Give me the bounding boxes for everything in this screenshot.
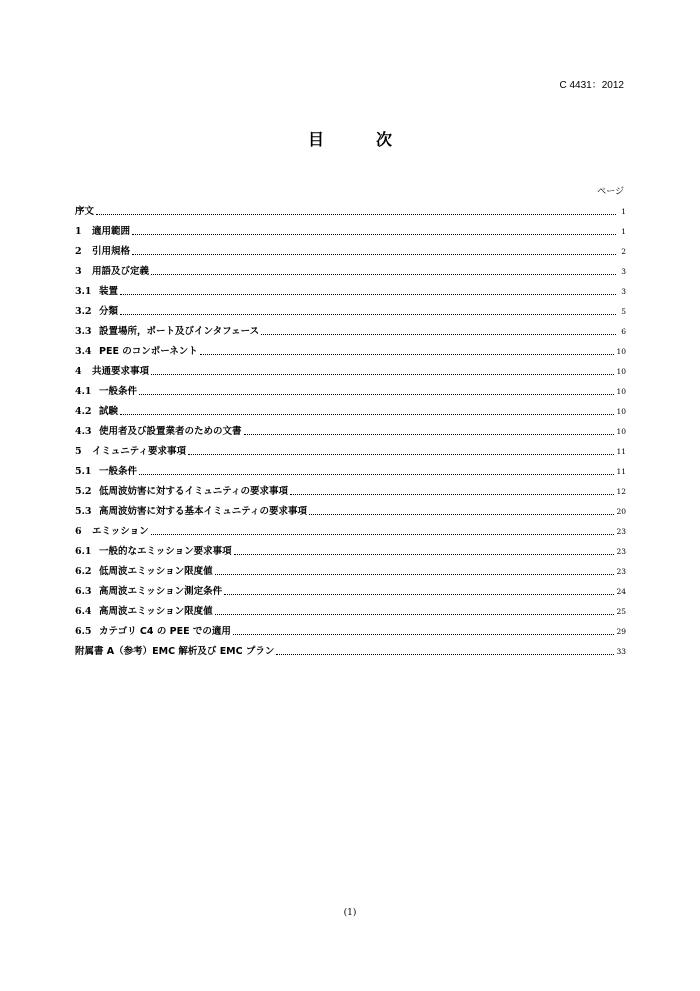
toc-dot-leader [290,493,614,495]
toc-entry[interactable] [75,618,626,638]
toc-dot-leader [132,253,616,255]
toc-entry-label [75,506,307,518]
toc-entry-number: 2 [75,246,82,257]
toc-entry-label [75,346,198,358]
toc-entry-title: 附属書 A（参考）EMC 解析及び EMC プラン [75,646,275,657]
toc-entry-number: 5.1 [75,466,92,477]
toc-entry[interactable] [75,578,626,598]
toc-entry-page: 1 [621,207,626,216]
toc-dot-leader [244,433,615,435]
toc-entry[interactable] [75,558,626,578]
toc-entry-label [75,626,231,638]
toc-entry-label [75,406,118,418]
toc-entry[interactable] [75,298,626,318]
toc-entry-label [75,586,222,598]
footer-page-number: (1) [343,908,357,918]
toc-entry-title: 共通要求事項 [92,366,150,377]
toc-entry-label [75,266,149,278]
toc-entry[interactable] [75,458,626,478]
toc-entry[interactable] [75,358,626,378]
toc-entry[interactable] [75,278,626,298]
toc-entry-label [75,526,149,538]
toc-dot-leader [120,413,614,415]
toc-entry-label [75,566,213,578]
toc-entry-page: 2 [621,247,626,256]
toc-entry-page: 1 [621,227,626,236]
toc-dot-leader [139,473,614,475]
toc-entry-label [75,326,259,338]
toc-entry-number: 3 [75,266,82,277]
toc-entry-title: 一般条件 [99,466,138,477]
toc-entry-page: 10 [616,387,626,396]
toc-entry[interactable] [75,438,626,458]
toc-entry-title: 高周波妨害に対する基本イミュニティの要求事項 [99,506,308,517]
toc-entry-label [75,606,213,618]
toc-entry-title: 一般的なエミッション要求事項 [99,546,232,557]
toc-entry-page: 3 [621,267,626,276]
toc-entry-page: 10 [616,347,626,356]
toc-dot-leader [215,613,615,615]
toc-entry-page: 23 [616,567,626,576]
toc-entry-title: 分類 [99,306,119,317]
toc-entry-number: 6.3 [75,586,92,597]
toc-dot-leader [261,333,616,335]
document-number: C 4431：2012 [559,80,624,91]
toc-entry-title: 試験 [99,406,119,417]
toc-entry[interactable] [75,198,626,218]
toc-entry-label [75,386,137,398]
toc-entry[interactable] [75,478,626,498]
toc-entry-label [75,206,94,218]
toc-dot-leader [276,653,614,655]
toc-entry[interactable] [75,378,626,398]
toc-entry-page: 10 [616,427,626,436]
toc-entry-number: 5.3 [75,506,92,517]
toc-entry-title: エミッション [92,526,149,537]
toc-entry[interactable] [75,258,626,278]
toc-dot-leader [233,633,615,635]
toc-entry-title: 適用範囲 [92,226,131,237]
toc-entry[interactable] [75,398,626,418]
toc-dot-leader [120,293,616,295]
toc-entry-label [75,546,232,558]
toc-entry-number: 5 [75,446,82,457]
toc-dot-leader [151,273,616,275]
toc-entry-label [75,286,118,298]
toc-entry-number: 4.3 [75,426,92,437]
toc-entry-page: 6 [621,327,626,336]
toc-dot-leader [224,593,614,595]
toc-entry-title: 序文 [75,206,95,217]
toc-entry-page: 10 [616,407,626,416]
toc-entry-number: 6.5 [75,626,92,637]
toc-entry-label [75,226,130,238]
toc-entry[interactable] [75,418,626,438]
toc-entry[interactable] [75,598,626,618]
toc-entry-label [75,366,149,378]
toc-dot-leader [139,393,614,395]
table-of-contents [75,198,626,658]
toc-entry-label [75,446,186,458]
toc-entry-number: 1 [75,226,82,237]
toc-entry-number: 3.3 [75,326,92,337]
page-title: 目 次 [307,130,410,149]
toc-entry-page: 25 [616,607,626,616]
toc-entry-title: 低周波妨害に対するイミュニティの要求事項 [99,486,289,497]
toc-entry-title: カテゴリ C4 の PEE での適用 [99,626,231,637]
toc-entry-label [75,426,242,438]
toc-entry[interactable] [75,318,626,338]
toc-entry-number: 6.4 [75,606,92,617]
toc-entry-title: 装置 [99,286,119,297]
toc-entry-label [75,466,137,478]
toc-entry-number: 3.4 [75,346,92,357]
toc-entry-page: 11 [616,447,626,456]
page-column-label: ページ [597,187,624,197]
toc-entry-title: 一般条件 [99,386,138,397]
toc-entry[interactable] [75,498,626,518]
toc-entry-page: 29 [616,627,626,636]
toc-entry-page: 11 [616,467,626,476]
toc-entry-number: 4.1 [75,386,92,397]
toc-entry-page: 12 [616,487,626,496]
toc-entry-number: 4.2 [75,406,92,417]
toc-entry-number: 6.2 [75,566,92,577]
toc-entry-title: 高周波エミッション測定条件 [99,586,223,597]
toc-entry-title: 引用規格 [92,246,131,257]
toc-entry-number: 6.1 [75,546,92,557]
toc-dot-leader [151,373,614,375]
toc-entry-number: 3.2 [75,306,92,317]
toc-entry-title: 低周波エミッション限度値 [99,566,213,577]
toc-entry-page: 23 [616,547,626,556]
toc-entry-page: 23 [616,527,626,536]
toc-entry[interactable] [75,218,626,238]
toc-entry-page: 5 [621,307,626,316]
toc-dot-leader [188,453,614,455]
toc-entry[interactable] [75,238,626,258]
toc-entry-page: 24 [616,587,626,596]
toc-entry-title: 用語及び定義 [92,266,150,277]
toc-entry-number: 4 [75,366,82,377]
toc-dot-leader [151,533,615,535]
toc-entry-title: 使用者及び設置業者のための文書 [99,426,242,437]
toc-entry[interactable] [75,338,626,358]
toc-entry[interactable] [75,518,626,538]
toc-dot-leader [215,573,615,575]
toc-entry[interactable] [75,538,626,558]
toc-entry-label [75,486,288,498]
toc-entry-page: 10 [616,367,626,376]
toc-entry-title: 設置場所，ポート及びインタフェース [99,326,260,337]
toc-entry-title: PEE のコンポーネント [99,346,198,357]
toc-dot-leader [309,513,614,515]
toc-dot-leader [234,553,615,555]
toc-entry[interactable] [75,638,626,658]
toc-entry-label [75,646,274,658]
toc-entry-number: 6 [75,526,82,537]
toc-entry-number: 5.2 [75,486,92,497]
toc-entry-page: 3 [621,287,626,296]
toc-dot-leader [132,233,616,235]
toc-entry-page: 33 [616,647,626,656]
toc-entry-title: 高周波エミッション限度値 [99,606,213,617]
toc-entry-label [75,246,130,258]
toc-entry-title: イミュニティ要求事項 [92,446,187,457]
toc-entry-number: 3.1 [75,286,92,297]
toc-entry-label [75,306,118,318]
toc-dot-leader [120,313,616,315]
toc-dot-leader [200,353,615,355]
toc-dot-leader [96,213,616,215]
toc-entry-page: 20 [616,507,626,516]
